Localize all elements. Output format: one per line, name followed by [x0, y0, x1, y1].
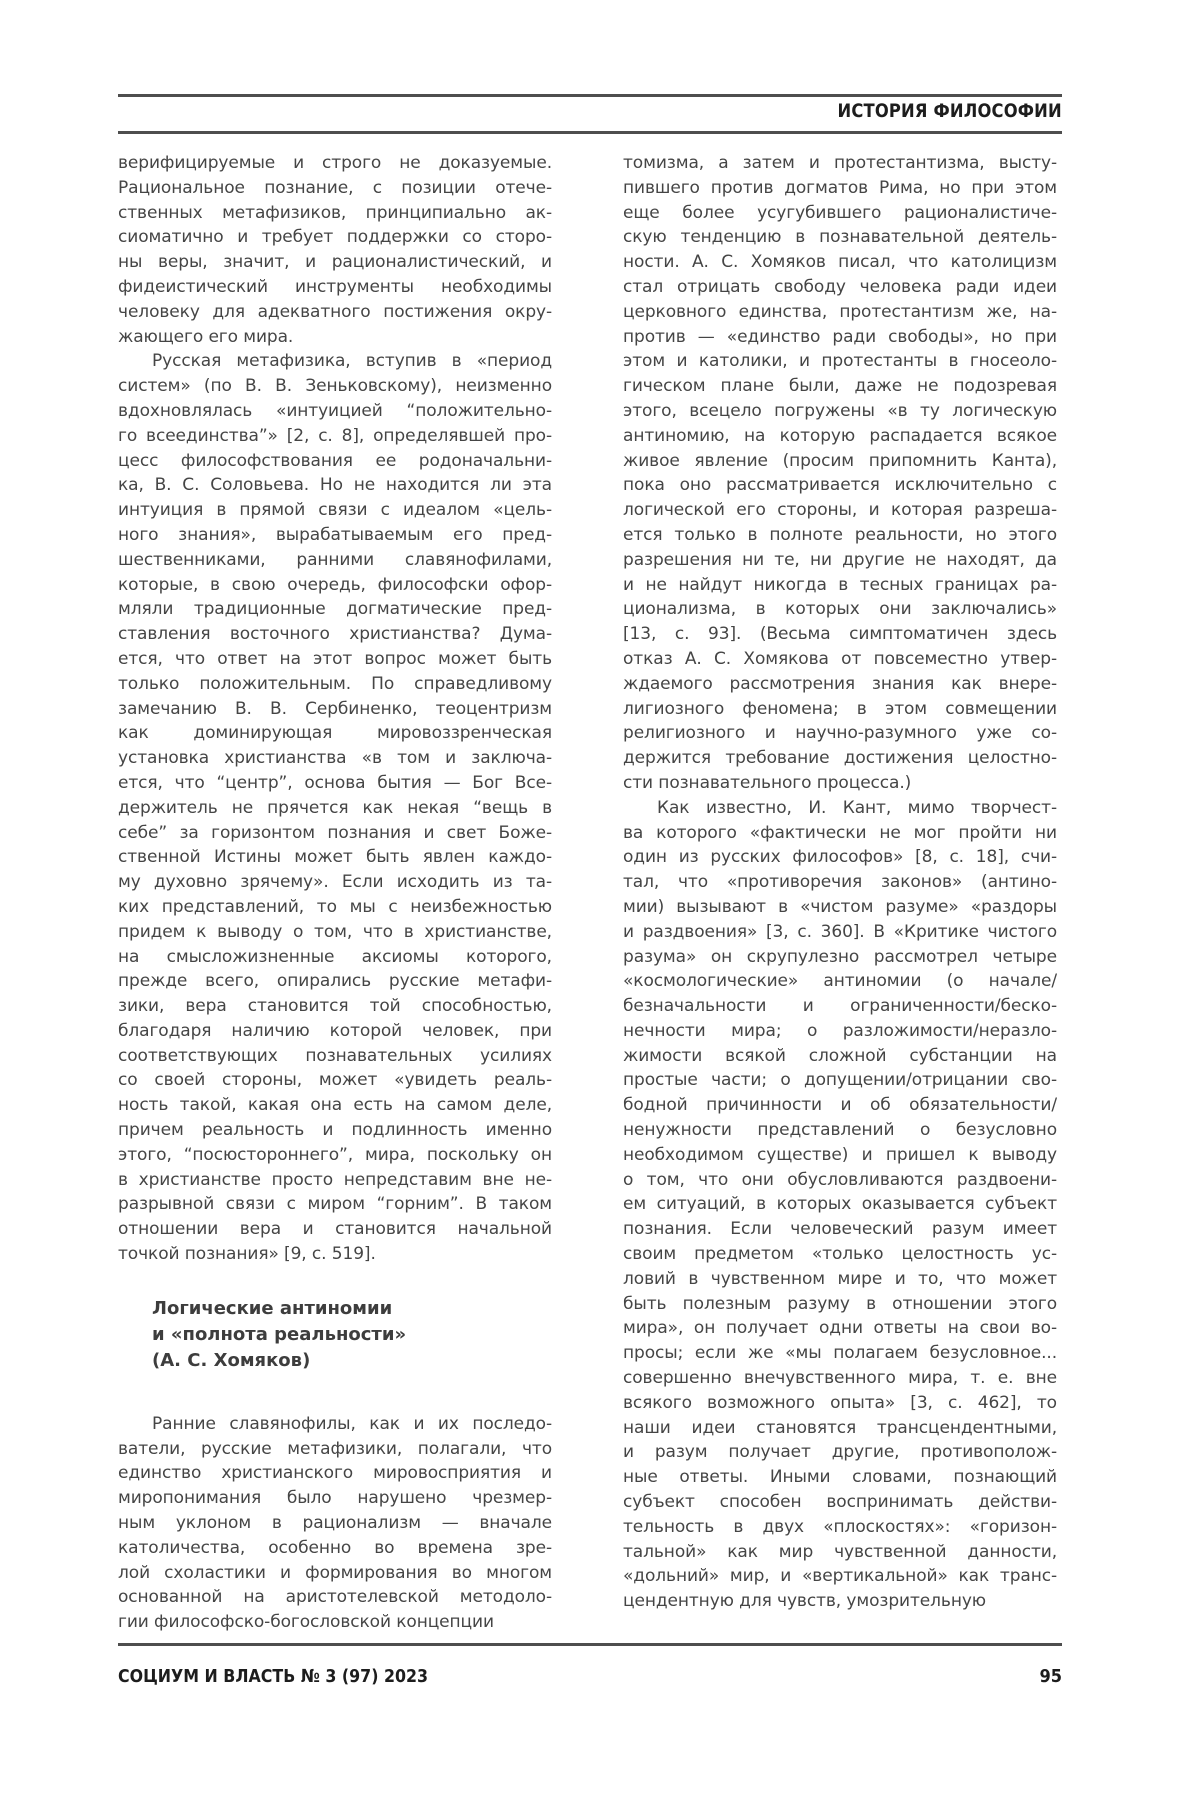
- text-line: тал, что «противоречия законов» (антино-: [623, 872, 1057, 893]
- text-line: наши идеи становятся трансцендентными,: [623, 1417, 1057, 1438]
- text-line: лой схоластики и формирования во многом: [118, 1562, 552, 1583]
- text-line: Рациональное познание, с позиции отече-: [118, 177, 552, 198]
- text-line: быть полезным разуму в отношении этого: [623, 1293, 1057, 1314]
- text-line: ловий в чувственном мире и то, что может: [623, 1268, 1057, 1289]
- text-line: стал отрицать свободу человека ради идеи: [623, 276, 1057, 297]
- text-line: Ранние славянофилы, как и их последо-: [152, 1413, 552, 1434]
- text-line: ем ситуаций, в которых оказывается субъект: [623, 1194, 1057, 1215]
- text-line: фидеистический инструменты необходимы: [118, 276, 552, 297]
- text-line: церковного единства, протестантизм же, на-: [623, 301, 1057, 322]
- text-line: го всеединства”» [2, с. 8], определявшей про-: [118, 425, 552, 446]
- text-line: вдохновлялась «интуицией “положительно-: [118, 400, 552, 421]
- text-line: один из русских философов» [8, с. 18], счи-: [623, 847, 1057, 868]
- text-line: как доминирующая мировоззренческая: [118, 723, 552, 744]
- text-line: познания. Если человеческий разум имеет: [623, 1219, 1057, 1240]
- text-line: ного знания», вырабатываемым его пред-: [118, 524, 552, 545]
- text-line: ждаемого рассмотрения знания как внере-: [623, 673, 1057, 694]
- text-line: и разум получает другие, противополож-: [623, 1442, 1057, 1463]
- text-line: еще более усугубившего рационалистиче-: [623, 202, 1057, 223]
- text-line: мии) вызывают в «чистом разуме» «раздоры: [623, 896, 1057, 917]
- text-line: только положительным. По справедливому: [118, 673, 552, 694]
- text-line: держитель не прячется как некая “вещь в: [118, 797, 552, 818]
- text-line: (А. С. Хомяков): [152, 1349, 311, 1371]
- text-line: ности. А. С. Хомяков писал, что католицизм: [623, 252, 1057, 273]
- text-line: религиозного и научно-разумного уже со-: [623, 723, 1057, 744]
- paragraph: [118, 349, 552, 1266]
- text-line: сти познавательного процесса.): [623, 772, 912, 793]
- text-line: цесс философствования ее родоначальни-: [118, 450, 552, 471]
- paragraph: [623, 796, 1057, 1614]
- text-line: на смысложизненные аксиомы которого,: [118, 946, 552, 967]
- text-line: скую тенденцию в познавательной деятель-: [623, 227, 1057, 248]
- text-line: католичества, особенно во времена зре-: [118, 1537, 552, 1558]
- text-line: о том, что они обусловливаются раздвоени-: [623, 1169, 1057, 1190]
- text-line: жающего его мира.: [118, 326, 294, 347]
- text-line: разрывной связи с миром “горним”. В таком: [118, 1194, 552, 1215]
- text-line: ные ответы. Иными словами, познающий: [623, 1467, 1057, 1488]
- text-line: всякого возможного опыта» [3, с. 462], то: [623, 1392, 1057, 1413]
- text-line: Как известно, И. Кант, мимо творчест-: [657, 797, 1057, 818]
- section-heading: [152, 1296, 552, 1374]
- paragraph: [118, 1412, 552, 1635]
- page-number: 95: [1039, 1666, 1062, 1687]
- text-line: гии философско-богословской концепции: [118, 1612, 494, 1633]
- text-line: просы; если же «мы полагаем безусловное...: [623, 1343, 1057, 1364]
- text-line: и не найдут никогда в тесных границах ра-: [623, 574, 1057, 595]
- text-line: человеку для адекватного постижения окру-: [118, 301, 552, 322]
- text-line: му духовно зрячему». Если исходить из та-: [118, 872, 552, 893]
- text-line: ственных метафизиков, принципиально ак-: [118, 202, 552, 223]
- text-line: томизма, а затем и протестантизма, высту-: [623, 153, 1057, 173]
- text-line: и раздвоения» [3, с. 360]. В «Критике чистого: [623, 921, 1057, 942]
- text-line: ционализма, в которых они заключались»: [623, 599, 1057, 620]
- text-line: цендентную для чувств, умозрительную: [623, 1591, 987, 1612]
- text-line: которые, в свою очередь, философски офор-: [118, 574, 552, 595]
- text-line: мира», он получает одни ответы на свои во-: [623, 1318, 1057, 1339]
- text-line: миропонимания было нарушено чрезмер-: [118, 1488, 552, 1509]
- text-line: жимости всякой сложной субстанции на: [623, 1045, 1057, 1066]
- text-line: безначальности и ограниченности/беско-: [623, 996, 1057, 1017]
- text-line: тальной» как мир чувственной данности,: [623, 1541, 1057, 1562]
- text-line: пока оно рассматривается исключительно с: [623, 475, 1057, 496]
- text-line: [13, с. 93]. (Весьма симптоматичен здесь: [623, 624, 1057, 645]
- right-column: [623, 151, 1057, 1614]
- text-line: мляли традиционные догматические пред-: [118, 599, 552, 620]
- text-line: отношении вера и становится начальной: [118, 1219, 552, 1240]
- text-line: лигиозного феномена; в этом совмещении: [623, 698, 1057, 719]
- text-line: точкой познания» [9, с. 519].: [118, 1244, 376, 1265]
- text-line: держится требование достижения целостно-: [623, 748, 1057, 769]
- journal-title: СОЦИУМ И ВЛАСТЬ № 3 (97) 2023: [118, 1666, 429, 1687]
- text-line: систем» (по В. В. Зеньковскому), неизменно: [118, 376, 552, 397]
- text-line: ких представлений, то мы с неизбежностью: [118, 896, 552, 917]
- text-line: логической его стороны, и которая разреша-: [623, 500, 1057, 521]
- text-line: интуиция в прямой связи с идеалом «цель-: [118, 500, 552, 521]
- text-line: субъект способен воспринимать действи-: [623, 1492, 1057, 1513]
- text-line: установка христианства «в том и заключа-: [118, 748, 552, 769]
- paragraph: [623, 151, 1057, 796]
- text-line: гическом плане были, даже не подозревая: [623, 376, 1057, 397]
- text-line: прежде всего, опирались русские метафи-: [118, 971, 552, 992]
- text-line: «космологические» антиномии (о начале/: [623, 971, 1057, 992]
- text-line: благодаря наличию которой человек, при: [118, 1020, 552, 1041]
- section-title: ИСТОРИЯ ФИЛОСОФИИ: [837, 100, 1062, 122]
- text-line: себе” за горизонтом познания и свет Боже-: [118, 822, 552, 843]
- text-line: ва которого «фактически не мог пройти ни: [623, 822, 1057, 843]
- header-rule-top: [118, 94, 1062, 97]
- text-line: ватели, русские метафизики, полагали, что: [118, 1438, 552, 1459]
- text-line: этого, всецело погружены «в ту логическую: [623, 400, 1057, 421]
- text-line: сиоматично и требует поддержки со сторо-: [118, 227, 552, 248]
- text-line: против — «единство ради свободы», но при: [623, 326, 1057, 347]
- text-line: пившего против догматов Рима, но при этом: [623, 177, 1057, 198]
- text-line: ка, В. С. Соловьева. Но не находится ли эта: [118, 475, 552, 496]
- text-line: шественниками, ранними славянофилами,: [118, 549, 552, 570]
- text-line: соответствующих познавательных усилиях: [118, 1045, 552, 1066]
- text-line: разума» он скрупулезно рассмотрел четыре: [623, 946, 1057, 967]
- header-rule-bottom: [118, 131, 1062, 134]
- text-line: верифицируемые и строго не доказуемые.: [118, 153, 552, 173]
- text-line: замечанию В. В. Сербиненко, теоцентризм: [118, 698, 552, 719]
- text-line: этого, “посюстороннего”, мира, поскольку он: [118, 1144, 552, 1165]
- text-line: бодной причинности и об обязательности/: [623, 1095, 1057, 1116]
- text-line: основанной на аристотелевской методоло-: [118, 1587, 552, 1608]
- text-line: зики, вера становится той способностью,: [118, 996, 552, 1017]
- text-line: и «полнота реальности»: [152, 1323, 407, 1345]
- text-line: антиномию, на которую распадается всякое: [623, 425, 1057, 446]
- text-line: Логические антиномии: [152, 1297, 393, 1319]
- text-line: причем реальность и подлинность именно: [118, 1120, 552, 1141]
- text-line: в христианстве просто непредставим вне не-: [118, 1169, 552, 1190]
- left-column: [118, 151, 552, 1635]
- text-line: Русская метафизика, вступив в «период: [152, 351, 552, 372]
- text-line: этом и католики, и протестанты в гносеоло-: [623, 351, 1057, 372]
- text-line: единство христианского мировосприятия и: [118, 1463, 552, 1484]
- text-line: нечности мира; о разложимости/неразло-: [623, 1020, 1057, 1041]
- paragraph: [118, 151, 552, 349]
- text-line: тельность в двух «плоскостях»: «горизон-: [623, 1516, 1057, 1537]
- page-header: [118, 100, 1062, 122]
- text-line: необходимом существе) и пришел к выводу: [623, 1144, 1057, 1165]
- text-line: ется, что ответ на этот вопрос может быть: [118, 648, 552, 669]
- text-line: совершенно внечувственного мира, т. е. вне: [623, 1368, 1057, 1389]
- text-line: ненужности представлений о безусловно: [623, 1120, 1057, 1141]
- text-line: со своей стороны, может «увидеть реаль-: [118, 1070, 552, 1091]
- text-line: ны веры, значит, и рационалистический, и: [118, 252, 552, 273]
- text-line: простые части; о допущении/отрицании сво-: [623, 1070, 1057, 1091]
- text-line: ность такой, какая она есть на самом деле,: [118, 1095, 552, 1116]
- text-line: придем к выводу о том, что в христианстве,: [118, 921, 552, 942]
- text-line: живое явление (просим припомнить Канта),: [623, 450, 1057, 471]
- text-line: ставления восточного христианства? Дума-: [118, 624, 552, 645]
- text-line: отказ А. С. Хомякова от повсеместно утвер-: [623, 648, 1057, 669]
- text-line: своим предметом «только целостность ус-: [623, 1244, 1057, 1265]
- footer-rule: [118, 1643, 1062, 1646]
- text-line: ется только в полноте реальности, но этого: [623, 524, 1057, 545]
- page-footer: [118, 1666, 1062, 1687]
- text-line: ется, что “центр”, основа бытия — Бог Все-: [118, 772, 552, 793]
- text-line: разрешения ни те, ни другие не находят, да: [623, 549, 1057, 570]
- text-line: ственной Истины может быть явлен каждо-: [118, 847, 552, 868]
- text-line: «дольний» мир, и «вертикальной» как транс-: [623, 1566, 1057, 1587]
- text-line: ным уклоном в рационализм — вначале: [118, 1513, 552, 1534]
